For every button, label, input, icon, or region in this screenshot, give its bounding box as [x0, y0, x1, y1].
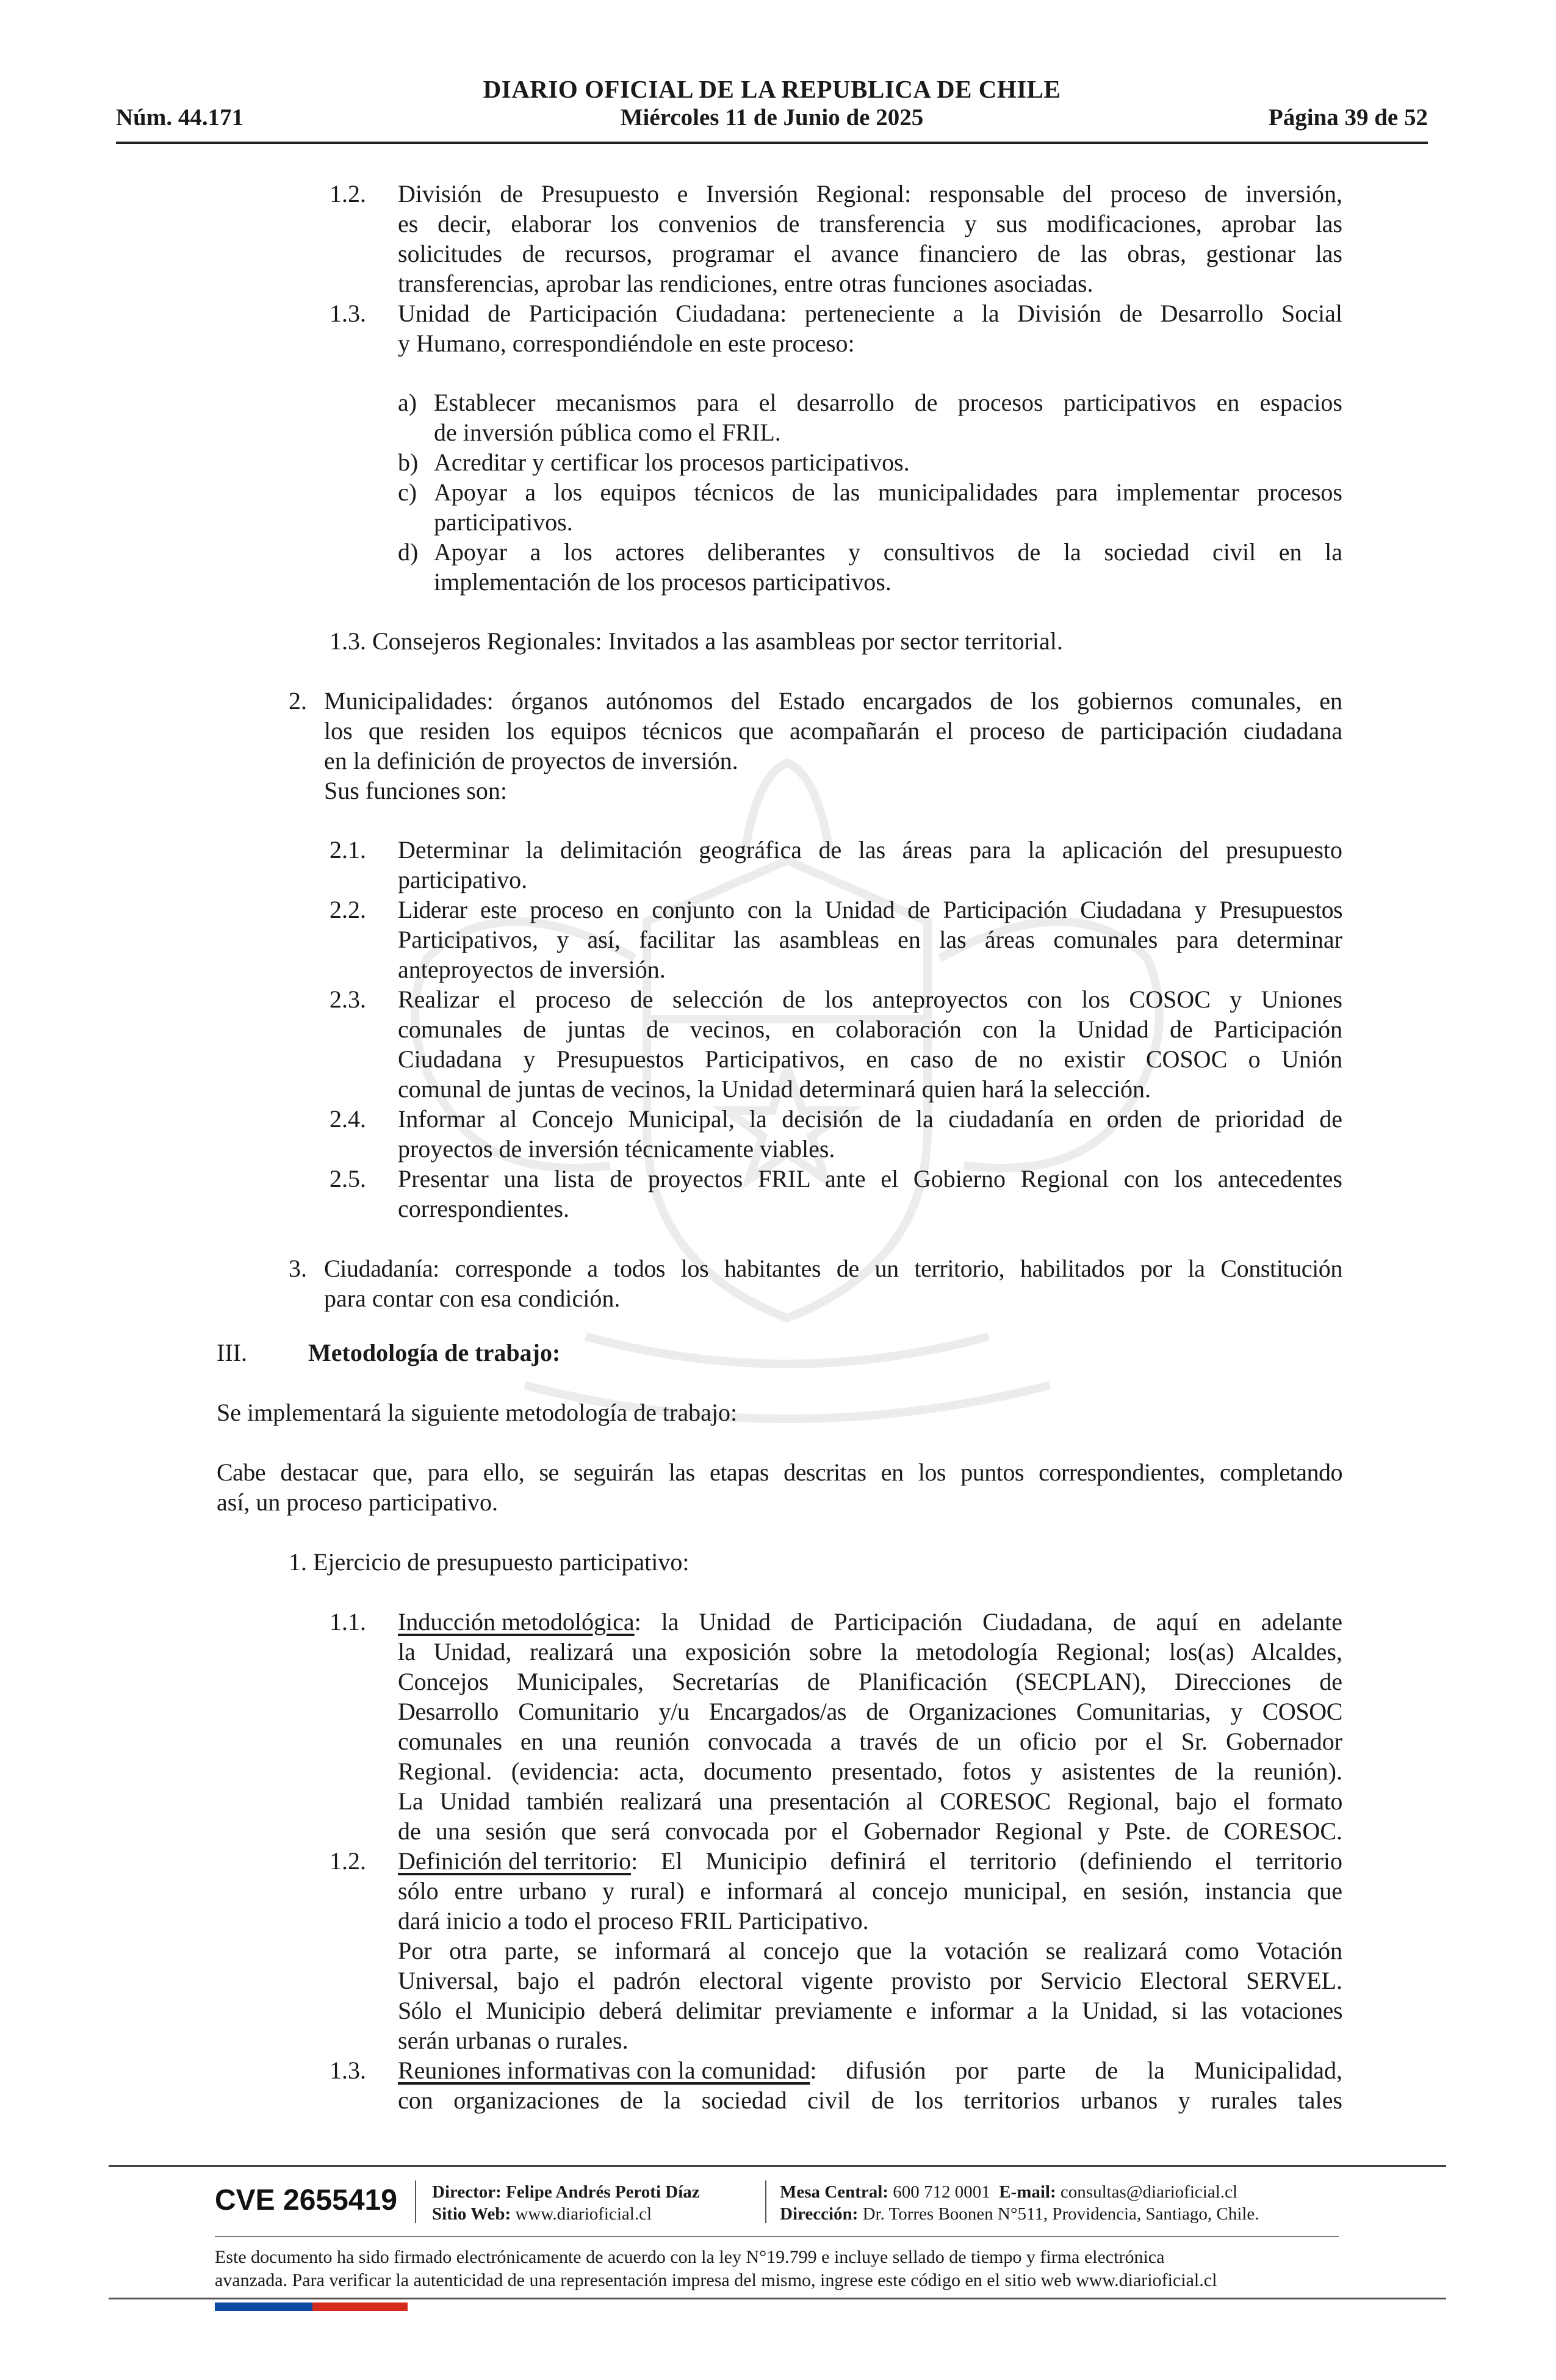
paragraph-line: proyectos de inversión técnicamente viables. — [398, 1135, 835, 1163]
paragraph-line: los que residen los equipos técnicos que acompañarán el proceso de participación ciudadana — [324, 717, 1342, 745]
paragraph-line: Sus funciones son: — [324, 777, 507, 804]
paragraph-line: Cabe destacar que, para ello, se seguirán las etapas descritas en los puntos correspondientes, completando — [217, 1459, 1342, 1486]
paragraph-line: anteproyectos de inversión. — [398, 956, 666, 983]
paragraph-line: Universal, bajo el padrón electoral vigente provisto por Servicio Electoral SERVEL. — [398, 1967, 1342, 1994]
legal-line: avanzada. Para verificar la autenticidad de una representación impresa del mismo, ingrese este código en el sitio web www.diarioficial.cl — [215, 2270, 1217, 2290]
paragraph-text: : difusión por parte de la Municipalidad, — [810, 2057, 1342, 2084]
email-label: E-mail: — [999, 2182, 1056, 2202]
paragraph-line: Regional. (evidencia: acta, documento presentado, fotos y asistentes de la reunión). — [398, 1758, 1342, 1785]
paragraph-line: Apoyar a los actores deliberantes y consultivos de la sociedad civil en la — [434, 538, 1342, 566]
section-title: Metodología de trabajo: — [308, 1339, 561, 1366]
paragraph-line: Sólo el Municipio deberá delimitar previamente e informar a la Unidad, si las votaciones — [398, 1997, 1342, 2024]
paragraph-line — [398, 1846, 1342, 1876]
mesa-phone: 600 712 0001 — [893, 2182, 990, 2202]
item-number: 2.2. — [330, 896, 366, 923]
page-number: Página 39 de 52 — [1268, 104, 1428, 131]
paragraph-line: Establecer mecanismos para el desarrollo de procesos participativos en espacios — [434, 389, 1342, 416]
paragraph-line: Presentar una lista de proyectos FRIL ante el Gobierno Regional con los antecedentes — [398, 1165, 1342, 1192]
mesa-label: Mesa Central: — [780, 2182, 888, 2202]
address-label: Dirección: — [780, 2204, 859, 2224]
paragraph-line: comunales en una reunión convocada a través de un oficio por el Sr. Gobernador — [398, 1728, 1342, 1755]
paragraph-line: Acreditar y certificar los procesos participativos. — [434, 449, 910, 476]
paragraph-line: Municipalidades: órganos autónomos del Estado encargados de los gobiernos comunales, en — [324, 687, 1342, 715]
section-number: III. — [217, 1339, 247, 1366]
item-number: 1.3. — [330, 300, 366, 327]
item-number: 1.2. — [330, 180, 366, 207]
paragraph-line: con organizaciones de la sociedad civil de los territorios urbanos y rurales tales — [398, 2086, 1342, 2114]
website-link[interactable]: www.diarioficial.cl — [515, 2204, 652, 2224]
paragraph-line: participativo. — [398, 866, 528, 893]
legal-notice — [215, 2246, 1217, 2292]
director-line — [432, 2181, 700, 2203]
footer-divider — [109, 2165, 1446, 2167]
contact-line — [780, 2181, 1237, 2203]
item-number: 1.1. — [330, 1608, 366, 1635]
list-label: b) — [398, 449, 419, 476]
paragraph-line: La Unidad también realizará una presentación al CORESOC Regional, bajo el formato — [398, 1787, 1342, 1815]
director-name: Felipe Andrés Peroti Díaz — [506, 2182, 700, 2202]
paragraph-line: Liderar este proceso en conjunto con la Unidad de Participación Ciudadana y Presupuestos — [398, 896, 1342, 923]
list-label: c) — [398, 478, 417, 506]
paragraph-line: Determinar la delimitación geográfica de las áreas para la aplicación del presupuesto — [398, 836, 1342, 864]
paragraph-line: Participativos, y así, facilitar las asambleas en las áreas comunales para determinar — [398, 926, 1342, 953]
paragraph-line: sólo entre urbano y rural) e informará al concejo municipal, en sesión, instancia que — [398, 1877, 1342, 1905]
paragraph-line: participativos. — [434, 508, 573, 536]
footer-separator — [415, 2180, 416, 2223]
paragraph-line: comunal de juntas de vecinos, la Unidad determinará quien hará la selección. — [398, 1075, 1151, 1103]
footer-divider — [109, 2298, 1446, 2299]
address-line — [780, 2203, 1259, 2225]
paragraph-line: Ciudadana y Presupuestos Participativos, en caso de no existir COSOC o Unión — [398, 1045, 1342, 1073]
paragraph-text: : El Municipio definirá el territorio (definiendo el territorio — [631, 1847, 1342, 1875]
paragraph-line — [398, 2055, 1342, 2085]
paragraph-line: 1.3. Consejeros Regionales: Invitados a las asambleas por sector territorial. — [330, 627, 1063, 655]
website-label: Sitio Web: — [432, 2204, 511, 2224]
paragraph-line: transferencias, aprobar las rendiciones, entre otras funciones asociadas. — [398, 270, 1093, 297]
paragraph-line: implementación de los procesos participativos. — [434, 568, 891, 596]
director-label: Director: — [432, 2182, 502, 2202]
header-divider — [116, 142, 1428, 144]
item-number: 3. — [289, 1255, 307, 1282]
issue-number: Núm. 44.171 — [116, 104, 244, 131]
paragraph-line: solicitudes de recursos, programar el avance financiero de las obras, gestionar las — [398, 240, 1342, 267]
paragraph-line: y Humano, correspondiéndole en este proceso: — [398, 330, 855, 357]
paragraph-line: comunales de juntas de vecinos, en colaboración con la Unidad de Participación — [398, 1015, 1342, 1043]
footer-separator — [765, 2180, 766, 2223]
underlined-term: Inducción metodológica — [398, 1608, 635, 1635]
item-number: 2. — [289, 687, 307, 715]
list-heading: 1. Ejercicio de presupuesto participativo: — [289, 1548, 690, 1576]
page-header — [116, 72, 1428, 145]
paragraph-line: Informar al Concejo Municipal, la decisión de la ciudadanía en orden de prioridad de — [398, 1105, 1342, 1133]
issue-date: Miércoles 11 de Junio de 2025 — [620, 104, 924, 131]
paragraph-line: Unidad de Participación Ciudadana: perteneciente a la División de Desarrollo Social — [398, 300, 1342, 327]
paragraph-line: en la definición de proyectos de inversión. — [324, 747, 738, 774]
paragraph-line: para contar con esa condición. — [324, 1285, 621, 1312]
paragraph-line: Desarrollo Comunitario y/u Encargados/as de Organizaciones Comunitarias, y COSOC — [398, 1698, 1342, 1725]
cve-code: CVE 2655419 — [215, 2184, 397, 2216]
item-number: 2.3. — [330, 986, 366, 1013]
paragraph-line: División de Presupuesto e Inversión Regional: responsable del proceso de inversión, — [398, 180, 1342, 207]
legal-line: Este documento ha sido firmado electrónicamente de acuerdo con la ley N°19.799 e incluye sellado de tiempo y firma electrónica — [215, 2247, 1165, 2267]
footer-divider — [215, 2236, 1339, 2237]
paragraph-line: es decir, elaborar los convenios de transferencia y sus modificaciones, aprobar las — [398, 210, 1342, 237]
underlined-term: Definición del territorio — [398, 1847, 632, 1875]
paragraph-line: de inversión pública como el FRIL. — [434, 419, 781, 446]
paragraph-line: Realizar el proceso de selección de los anteproyectos con los COSOC y Uniones — [398, 986, 1342, 1013]
newspaper-title: DIARIO OFICIAL DE LA REPUBLICA DE CHILE — [483, 75, 1061, 103]
paragraph-line: Por otra parte, se informará al concejo que la votación se realizará como Votación — [398, 1937, 1342, 1964]
website-line — [432, 2203, 652, 2225]
item-number: 2.5. — [330, 1165, 366, 1192]
paragraph-line: así, un proceso participativo. — [217, 1488, 498, 1516]
paragraph-line: dará inicio a todo el proceso FRIL Participativo. — [398, 1907, 869, 1935]
flag-stripe-red — [312, 2302, 408, 2311]
paragraph-line: de una sesión que será convocada por el Gobernador Regional y Pste. de CORESOC. — [398, 1817, 1342, 1845]
list-label: a) — [398, 389, 417, 416]
email-link[interactable]: consultas@diarioficial.cl — [1060, 2182, 1237, 2202]
paragraph-line — [398, 1607, 1342, 1637]
paragraph-line: Concejos Municipales, Secretarías de Planificación (SECPLAN), Direcciones de — [398, 1668, 1342, 1695]
item-number: 1.3. — [330, 2057, 366, 2084]
underlined-term: Reuniones informativas con la comunidad — [398, 2057, 810, 2084]
paragraph-line: la Unidad, realizará una exposición sobre la metodología Regional; los(as) Alcaldes, — [398, 1638, 1342, 1665]
item-number: 2.4. — [330, 1105, 366, 1133]
address-text: Dr. Torres Boonen N°511, Providencia, Santiago, Chile. — [862, 2204, 1259, 2224]
paragraph-line: Ciudadanía: corresponde a todos los habitantes de un territorio, habilitados por la Constitución — [324, 1255, 1342, 1282]
item-number: 1.2. — [330, 1847, 366, 1875]
paragraph-line: correspondientes. — [398, 1195, 570, 1222]
item-number: 2.1. — [330, 836, 366, 864]
flag-stripe-blue — [215, 2302, 312, 2311]
paragraph-line: serán urbanas o rurales. — [398, 2027, 629, 2054]
paragraph-line: Apoyar a los equipos técnicos de las municipalidades para implementar procesos — [434, 478, 1342, 506]
paragraph-text: : la Unidad de Participación Ciudadana, de aquí en adelante — [634, 1608, 1342, 1635]
paragraph-line: Se implementará la siguiente metodología de trabajo: — [217, 1399, 738, 1426]
list-label: d) — [398, 538, 419, 566]
